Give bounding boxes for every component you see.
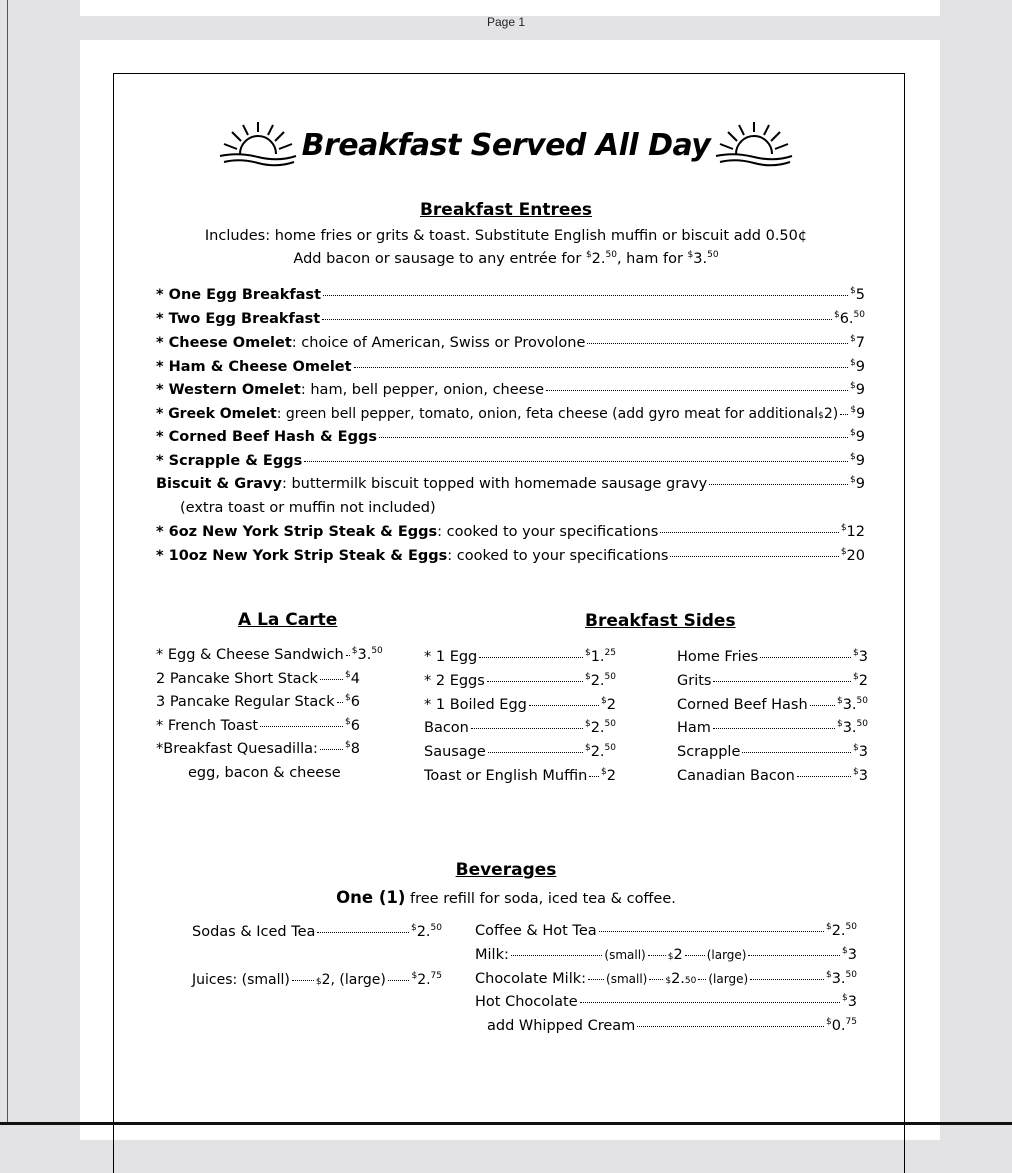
- item-name: Biscuit & Gravy: [156, 476, 282, 492]
- item-name: * Egg & Cheese Sandwich: [156, 647, 344, 663]
- item-price: [585, 744, 616, 760]
- price-cents: 50: [853, 310, 865, 320]
- dot-leader: [660, 532, 838, 533]
- menu-item: * Greek Omelet : green bell pepper, tomato, onion, feta cheese (add gyro meat for additional $ 2) $9: [156, 405, 865, 422]
- item-name: 3 Pancake Regular Stack: [156, 694, 335, 710]
- dot-leader: [589, 776, 599, 777]
- currency-sign: $: [345, 740, 351, 750]
- price-cents: 50: [707, 250, 719, 260]
- menu-item: [156, 671, 360, 687]
- item-name: 2 Pancake Short Stack: [156, 671, 318, 687]
- size-label: (small): [604, 948, 646, 962]
- item-name: Canadian Bacon: [677, 768, 795, 784]
- item-price: [850, 476, 865, 492]
- dot-leader: [599, 931, 824, 932]
- price-value: 4: [350, 671, 360, 687]
- item-price: [345, 671, 360, 687]
- menu-item: [424, 649, 616, 665]
- item-price: [837, 720, 868, 736]
- refill-bold: One (1): [336, 888, 406, 907]
- item-name: Ham: [677, 720, 711, 736]
- currency-sign: $: [850, 405, 857, 415]
- currency-sign: $: [584, 719, 591, 729]
- item-name: * 1 Boiled Egg: [424, 697, 527, 713]
- item-price: [853, 649, 868, 665]
- menu-item: [156, 476, 865, 492]
- price-value: 3.: [842, 720, 857, 736]
- item-description: : buttermilk biscuit topped with homemade sausage gravy: [281, 476, 708, 492]
- menu-item: [156, 287, 865, 303]
- currency-sign: $: [345, 670, 351, 680]
- dot-leader: [292, 980, 314, 981]
- dot-leader: [260, 726, 343, 727]
- price-value: 2.: [590, 744, 605, 760]
- dot-leader: [511, 955, 603, 956]
- item-name: Sodas & Iced Tea: [192, 924, 316, 940]
- dot-leader: [337, 702, 343, 703]
- item-price: [853, 673, 868, 689]
- item-name: Sausage: [424, 744, 486, 760]
- item-name: * Ham & Cheese Omelet: [156, 359, 352, 375]
- item-price: [850, 382, 865, 398]
- menu-item: [424, 720, 616, 736]
- quesadilla-note: egg, bacon & cheese: [188, 765, 341, 781]
- item-description: : cooked to your specifications: [447, 548, 669, 564]
- price-value: 9: [855, 382, 865, 398]
- dot-leader: [580, 1002, 840, 1003]
- price-value: 9: [855, 359, 865, 375]
- menu-item: [156, 382, 865, 398]
- sunrise-icon: [218, 120, 298, 170]
- menu-item: [156, 359, 865, 375]
- price-value: 2.: [671, 971, 685, 987]
- price-cents: 75: [845, 1017, 857, 1027]
- refill-note: [0, 888, 1012, 907]
- item-name: Toast or English Muffin: [424, 768, 588, 784]
- currency-sign: $: [850, 286, 856, 296]
- price-cents: 50: [371, 646, 383, 656]
- note-text: , ham for: [616, 251, 688, 267]
- menu-item: [677, 673, 868, 689]
- menu-item: Chocolate Milk: (small) $ 2. 50 (large) $3.50: [475, 970, 857, 987]
- size-label: (large): [706, 948, 747, 962]
- menu-item: [424, 768, 616, 784]
- currency-sign: $: [836, 696, 843, 706]
- dot-leader: [304, 461, 848, 462]
- item-name: * Corned Beef Hash & Eggs: [156, 429, 377, 445]
- price-value: 3: [858, 744, 868, 760]
- item-price: [352, 647, 383, 663]
- dot-leader: [685, 955, 705, 956]
- item-price: [850, 287, 865, 303]
- item-name: * French Toast: [156, 718, 259, 734]
- currency-sign: $: [850, 334, 856, 344]
- item-name: Grits: [677, 673, 712, 689]
- menu-item: [487, 1018, 857, 1034]
- dot-leader: [750, 979, 824, 980]
- item-price: [826, 923, 857, 939]
- dot-leader: [797, 776, 851, 777]
- price-cents: 25: [604, 648, 616, 658]
- menu-title-row: [0, 120, 1012, 170]
- dot-leader: [346, 655, 350, 656]
- item-name: * Scrapple & Eggs: [156, 453, 303, 469]
- currency-sign: $: [850, 428, 856, 438]
- price-value: 7: [855, 335, 865, 351]
- item-name: * Greek Omelet: [156, 406, 277, 422]
- currency-sign: $: [842, 946, 848, 956]
- dot-leader: [670, 556, 838, 557]
- currency-sign: $: [853, 672, 859, 682]
- price-value: 3.: [693, 251, 708, 267]
- price-value: 9: [855, 476, 865, 492]
- menu-item: [677, 720, 868, 736]
- dot-leader: [487, 681, 583, 682]
- page-number-label: Page 1: [486, 15, 526, 29]
- dot-leader: [320, 679, 343, 680]
- currency-sign: $: [687, 250, 694, 260]
- item-price: [601, 697, 616, 713]
- price-cents: 50: [604, 672, 616, 682]
- item-price: [601, 768, 616, 784]
- item-price: [826, 1018, 857, 1034]
- price-value: 6.: [839, 311, 854, 327]
- menu-item: [424, 673, 616, 689]
- menu-item: [475, 994, 857, 1010]
- item-name: * 6oz New York Strip Steak & Eggs: [156, 524, 438, 540]
- price-value: 3: [858, 649, 868, 665]
- price-cents: 50: [856, 696, 868, 706]
- entrees-heading: Breakfast Entrees: [419, 200, 593, 220]
- price-value: 8: [350, 741, 360, 757]
- price-value: 3.: [842, 697, 857, 713]
- previous-page-bottom: [80, 0, 940, 16]
- item-name: * 1 Egg: [424, 649, 478, 665]
- item-price: [850, 453, 865, 469]
- menu-item: [677, 697, 868, 713]
- menu-item: [156, 646, 383, 663]
- item-price: [411, 972, 442, 988]
- price-value: 3: [847, 947, 857, 963]
- dot-leader: [322, 319, 832, 320]
- dot-leader: [529, 705, 599, 706]
- item-price: [850, 406, 865, 422]
- item-name: * Western Omelet: [156, 382, 301, 398]
- dot-leader: [713, 728, 835, 729]
- currency-sign: $: [825, 1017, 832, 1027]
- dot-leader: [742, 752, 851, 753]
- item-description: : choice of American, Swiss or Provolone: [291, 335, 586, 351]
- item-description: : ham, bell pepper, onion, cheese: [300, 382, 545, 398]
- price-value: 2: [858, 673, 868, 689]
- item-price: [850, 335, 865, 351]
- currency-sign: $: [850, 475, 856, 485]
- currency-sign: $: [836, 719, 843, 729]
- price-value: 2.: [590, 673, 605, 689]
- currency-sign: $: [584, 743, 591, 753]
- currency-sign: $: [584, 672, 591, 682]
- price-cents: 50: [605, 250, 617, 260]
- item-name: Corned Beef Hash: [677, 697, 808, 713]
- dot-leader: [323, 295, 848, 296]
- price-value: 2.: [591, 251, 606, 267]
- item-price: [850, 429, 865, 445]
- dot-leader: [317, 932, 409, 933]
- item-price: [411, 924, 442, 940]
- dot-leader: [587, 343, 848, 344]
- price-value: 2.: [416, 924, 431, 940]
- menu-item: [156, 694, 360, 710]
- menu-item: [156, 429, 865, 445]
- dot-leader: [354, 367, 848, 368]
- biscuit-gravy-note: (extra toast or muffin not included): [180, 500, 436, 516]
- currency-sign: $: [850, 452, 856, 462]
- price-value: 2.: [831, 923, 846, 939]
- price-value: 3: [847, 994, 857, 1010]
- currency-sign: $: [410, 923, 417, 933]
- price-value: 12: [846, 524, 865, 540]
- item-name: Hot Chocolate: [475, 994, 578, 1010]
- price-value: 9: [856, 406, 865, 422]
- item-price: [834, 311, 865, 327]
- menu-title: Breakfast Served All Day: [301, 127, 711, 163]
- price-value: 9: [855, 453, 865, 469]
- item-price: [841, 548, 865, 564]
- refill-text: free refill for soda, iced tea & coffee.: [405, 891, 676, 907]
- item-price: [345, 741, 360, 757]
- menu-item: [424, 744, 616, 760]
- price-cents: 50: [856, 719, 868, 729]
- price-value: 2, (large): [321, 972, 386, 988]
- dot-leader: [649, 979, 663, 980]
- dot-leader: [840, 414, 848, 415]
- item-name: add Whipped Cream: [487, 1018, 636, 1034]
- price-cents: 50: [430, 923, 442, 933]
- menu-item: [156, 453, 865, 469]
- menu-item: Juices: (small) $ 2, (large) $2.75: [192, 971, 442, 988]
- dot-leader: [760, 657, 851, 658]
- price-cents: 50: [604, 719, 616, 729]
- entrees-note-1: Includes: home fries or grits & toast. Substitute English muffin or biscuit add 0.50¢: [204, 228, 808, 244]
- item-name: * 10oz New York Strip Steak & Eggs: [156, 548, 448, 564]
- size-label: (large): [708, 972, 749, 986]
- price-value: 3: [858, 768, 868, 784]
- currency-sign: $: [840, 523, 847, 533]
- menu-item: [156, 741, 360, 757]
- item-price: [842, 994, 857, 1010]
- dot-leader: [388, 980, 410, 981]
- price-value: 2.: [590, 720, 605, 736]
- item-price: [585, 649, 616, 665]
- price-value: 2.: [417, 972, 431, 988]
- dot-leader: [648, 955, 666, 956]
- price-value: 3.: [831, 971, 846, 987]
- currency-sign: $: [853, 743, 859, 753]
- dot-leader: [698, 979, 706, 980]
- item-name: Chocolate Milk:: [475, 971, 587, 987]
- item-price: [850, 359, 865, 375]
- currency-sign: $: [840, 547, 847, 557]
- item-name: Milk:: [475, 947, 509, 963]
- item-name: Scrapple: [677, 744, 741, 760]
- currency-sign: $: [853, 648, 859, 658]
- entrees-note-2: [0, 251, 1012, 267]
- item-price: [841, 524, 865, 540]
- dot-leader: [713, 681, 851, 682]
- menu-item: Milk: (small) $ 2 (large) $3: [475, 946, 857, 963]
- price-value: 20: [846, 548, 865, 564]
- currency-sign: $: [850, 358, 856, 368]
- menu-item: [677, 768, 868, 784]
- item-price: [826, 971, 857, 987]
- currency-sign: $: [411, 971, 418, 981]
- sides-heading: Breakfast Sides: [585, 611, 736, 631]
- item-price: [345, 718, 360, 734]
- price-value: 2: [606, 697, 616, 713]
- price-value: 5: [855, 287, 865, 303]
- currency-sign: $: [601, 696, 607, 706]
- item-name: Juices: (small): [192, 972, 290, 988]
- dot-leader: [471, 728, 583, 729]
- price-value: 2: [606, 768, 616, 784]
- menu-item: [156, 718, 360, 734]
- item-description: : green bell pepper, tomato, onion, feta cheese (add gyro meat for additional: [276, 406, 819, 422]
- price-value: 0.: [831, 1018, 846, 1034]
- item-price: [585, 673, 616, 689]
- item-description: 2): [823, 406, 839, 422]
- dot-leader: [748, 955, 840, 956]
- item-name: Bacon: [424, 720, 469, 736]
- menu-item: [475, 923, 857, 939]
- beverages-heading: Beverages: [455, 860, 557, 880]
- price-cents: 50: [845, 970, 857, 980]
- menu-item: [677, 744, 868, 760]
- price-cents: 75: [430, 971, 442, 981]
- dot-leader: [546, 390, 848, 391]
- currency-sign: $: [345, 693, 351, 703]
- item-name: Home Fries: [677, 649, 759, 665]
- price-value: 2: [673, 947, 683, 963]
- dot-leader: [709, 484, 848, 485]
- item-name: * Two Egg Breakfast: [156, 311, 321, 327]
- item-price: [853, 744, 868, 760]
- item-name: * Cheese Omelet: [156, 335, 292, 351]
- sunrise-icon: [714, 120, 794, 170]
- menu-item: [156, 548, 865, 564]
- currency-sign: $: [833, 310, 840, 320]
- item-price: [853, 768, 868, 784]
- currency-sign: $: [853, 767, 859, 777]
- item-price: [837, 697, 868, 713]
- item-name: *Breakfast Quesadilla:: [156, 741, 318, 757]
- menu-item: [192, 924, 442, 940]
- currency-sign: $: [351, 646, 358, 656]
- note-text: Add bacon or sausage to any entrée for: [293, 251, 586, 267]
- price-cents: 50: [845, 922, 857, 932]
- dot-leader: [379, 437, 848, 438]
- a-la-carte-heading: A La Carte: [238, 610, 338, 630]
- price-value: 1.: [590, 649, 605, 665]
- dot-leader: [320, 749, 343, 750]
- item-name: Coffee & Hot Tea: [475, 923, 597, 939]
- price-value: 9: [855, 429, 865, 445]
- dot-leader: [588, 979, 604, 980]
- menu-item: [156, 524, 865, 540]
- item-price: [585, 720, 616, 736]
- item-name: * One Egg Breakfast: [156, 287, 321, 303]
- menu-item: [156, 335, 865, 351]
- dot-leader: [488, 752, 583, 753]
- currency-sign: $: [825, 922, 832, 932]
- price-value: 6: [350, 694, 360, 710]
- currency-sign: $: [850, 381, 856, 391]
- dot-leader: [479, 657, 583, 658]
- currency-sign: $: [825, 970, 832, 980]
- item-name: * 2 Eggs: [424, 673, 485, 689]
- price-value: 6: [350, 718, 360, 734]
- currency-sign: $: [584, 648, 591, 658]
- menu-item: [156, 311, 865, 327]
- item-price: [345, 694, 360, 710]
- currency-sign: $: [345, 717, 351, 727]
- menu-item: [677, 649, 868, 665]
- menu-item: [424, 697, 616, 713]
- item-description: : cooked to your specifications: [437, 524, 659, 540]
- dot-leader: [637, 1026, 824, 1027]
- size-label: (small): [606, 972, 648, 986]
- price-value: 3.: [357, 647, 372, 663]
- dot-leader: [810, 705, 835, 706]
- price-cents: 50: [604, 743, 616, 753]
- currency-sign: $: [601, 767, 607, 777]
- currency-sign: $: [842, 993, 848, 1003]
- item-price: [842, 947, 857, 963]
- currency-sign: $: [585, 250, 592, 260]
